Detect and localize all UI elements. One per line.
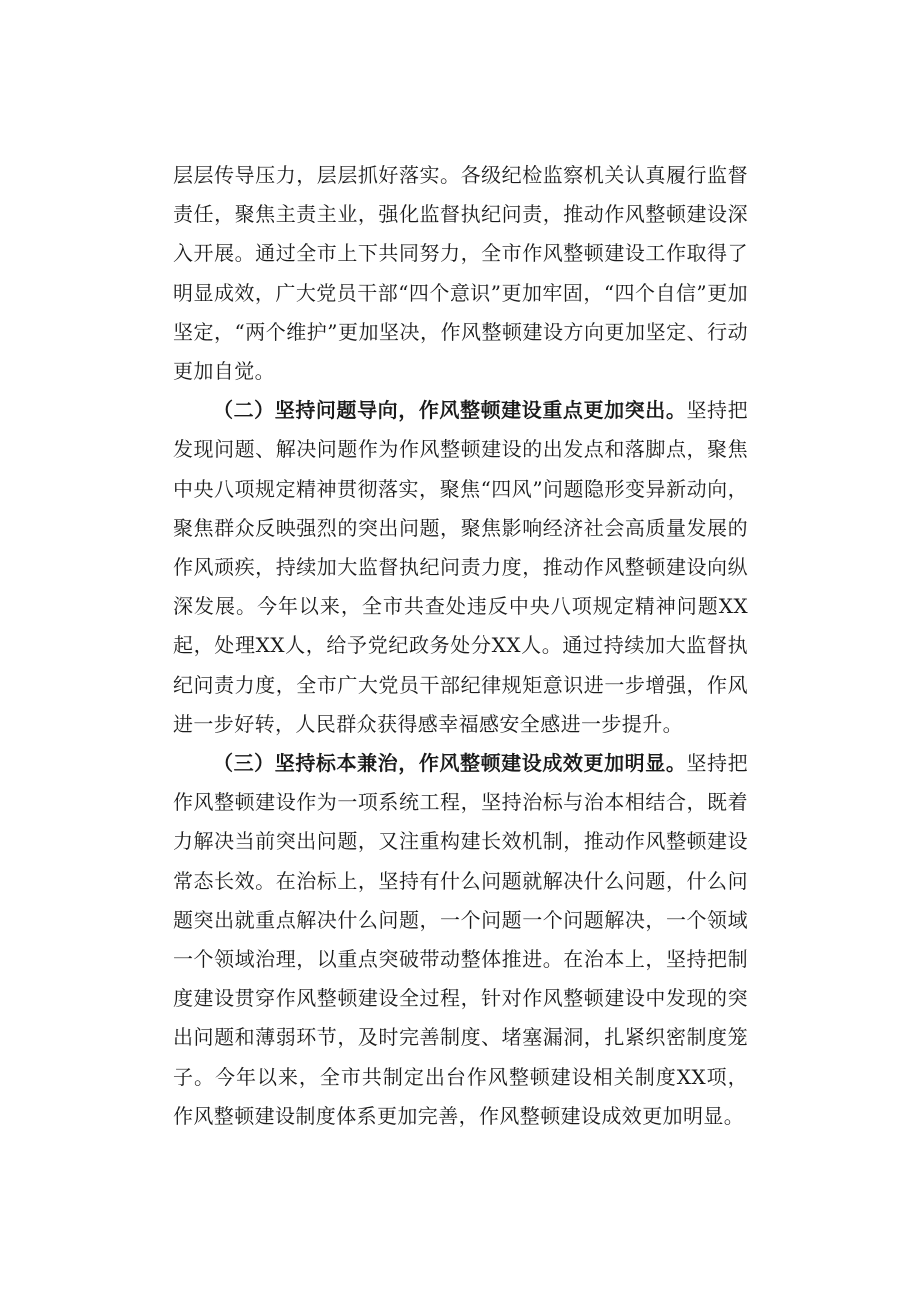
paragraph-body: 层层传导压力，层层抓好落实。各级纪检监察机关认真履行监督责任，聚焦主责主业，强化监督执纪问责，推动作风整顿建设深入开展。通过全市上下共同努力，全市作风整顿建设工作取得了明显成效，广大党员干部“四个意识”更加牢固，“四个自信”更加坚定，“两个维护”更加坚决，作风整顿建设方向更加坚定、行动更加自觉。 <box>173 163 748 384</box>
section-heading: （三）坚持标本兼治，作风整顿建设成效更加明显。 <box>213 751 687 776</box>
paragraph-section-2 <box>173 391 748 744</box>
paragraph-body: 坚持把发现问题、解决问题作为作风整顿建设的出发点和落脚点，聚焦中央八项规定精神贯彻落实，聚焦“四风”问题隐形变异新动向，聚焦群众反映强烈的突出问题，聚焦影响经济社会高质量发展的作风顽疾，持续加大监督执纪问责力度，推动作风整顿建设向纵深发展。今年以来，全市共查处违反中央八项规定精神问题XX起，处理XX人，给予党纪政务处分XX人。通过持续加大监督执纪问责力度，全市广大党员干部纪律规矩意识进一步增强，作风进一步好转，人民群众获得感幸福感安全感进一步提升。 <box>173 398 749 736</box>
paragraph-continuation <box>173 156 748 391</box>
paragraph-section-3 <box>173 744 748 1136</box>
section-heading: （二）坚持问题导向，作风整顿建设重点更加突出。 <box>213 398 687 423</box>
document-body <box>173 156 748 1136</box>
paragraph-body: 坚持把作风整顿建设作为一项系统工程，坚持治标与治本相结合，既着力解决当前突出问题，又注重构建长效机制，推动作风整顿建设常态长效。在治标上，坚持有什么问题就解决什么问题，什么问题突出就重点解决什么问题，一个问题一个问题解决，一个领域一个领域治理，以重点突破带动整体推进。在治本上，坚持把制度建设贯穿作风整顿建设全过程，针对作风整顿建设中发现的突出问题和薄弱环节，及时完善制度、堵塞漏洞，扎紧织密制度笼子。今年以来，全市共制定出台作风整顿建设相关制度XX项，作风整顿建设制度体系更加完善，作风整顿建设成效更加明显。 <box>173 751 749 1128</box>
